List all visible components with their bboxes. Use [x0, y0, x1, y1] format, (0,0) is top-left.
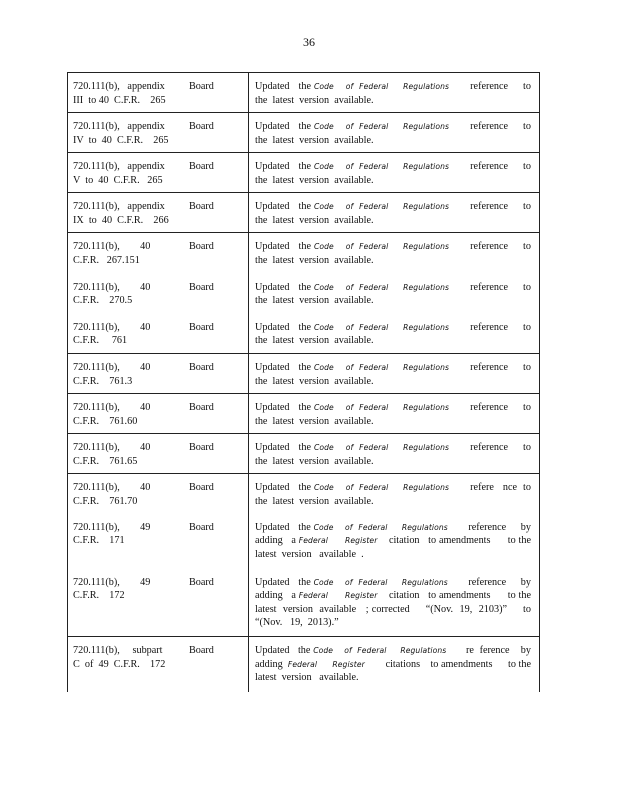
description-line	[255, 361, 531, 375]
agency-label: Board	[189, 81, 214, 92]
citation-cell	[68, 569, 249, 637]
description-text: Updated the	[255, 362, 314, 373]
description-text: reference to	[449, 321, 531, 333]
italic-reference: Code of Federal Regulations	[313, 242, 450, 251]
description-text: “(Nov. 19, 2013).”	[255, 617, 339, 628]
citation-line: C.F.R. 761.70	[73, 495, 138, 507]
citation-cell	[68, 314, 249, 354]
citation-line: C.F.R. 761.65	[73, 455, 138, 467]
table-row	[68, 354, 540, 394]
citation-line: 720.111(b), appendix	[73, 161, 165, 172]
italic-reference: Federal Register	[298, 591, 378, 600]
citation-text	[73, 80, 185, 107]
italic-reference: Code of Federal Regulations	[313, 202, 450, 211]
description-line	[255, 214, 531, 228]
agency-label: Board	[189, 402, 214, 413]
table-row	[68, 434, 540, 474]
description-text: adding a	[255, 535, 299, 546]
description-line	[255, 334, 531, 348]
italic-reference: Code of Federal Regulations	[313, 646, 447, 655]
citation-line: IV to 40 C.F.R. 265	[73, 134, 169, 146]
table-row	[68, 569, 540, 637]
agency-label: Board	[189, 161, 214, 172]
citation-line: III to 40 C.F.R. 265	[73, 94, 166, 106]
citation-cell	[68, 274, 249, 314]
description-text: the latest version available.	[255, 134, 374, 146]
citation-line: C.F.R. 270.5	[73, 295, 133, 306]
description-line	[255, 200, 531, 214]
description-cell	[249, 354, 540, 394]
description-text: latest version available .	[255, 548, 364, 560]
italic-reference: Code of Federal Regulations	[313, 577, 448, 587]
description-text: Updated the	[255, 281, 314, 293]
description-text: re ference by	[446, 645, 531, 656]
citation-text	[73, 481, 185, 508]
description-cell	[249, 153, 540, 193]
description-line	[255, 576, 531, 590]
italic-reference: Federal Register	[298, 536, 378, 545]
description-cell	[249, 394, 540, 434]
description-cell	[249, 193, 540, 233]
agency-label: Board	[189, 241, 214, 252]
citation-cell	[68, 354, 249, 394]
description-cell	[249, 113, 540, 153]
citation-line: 720.111(b), appendix	[73, 201, 165, 212]
description-text: refere nce to	[449, 482, 531, 493]
description-text: the latest version available.	[255, 214, 374, 226]
citation-line: 720.111(b), 40	[73, 402, 151, 413]
description-line	[255, 415, 531, 429]
description-line	[255, 240, 531, 254]
description-text: Updated the	[255, 482, 314, 493]
description-text: Updated the	[255, 81, 314, 92]
citation-line: C.F.R. 761.60	[73, 415, 138, 427]
description-line	[255, 644, 531, 658]
description-text: the latest version available.	[255, 335, 374, 346]
description-text: Updated the	[255, 201, 314, 212]
italic-reference: Code of Federal Regulations	[313, 82, 450, 91]
description-cell	[249, 314, 540, 354]
citation-line: 720.111(b), 40	[73, 362, 151, 373]
description-line	[255, 441, 531, 455]
citation-line: 720.111(b), 40	[73, 321, 151, 333]
description-text: the latest version available.	[255, 375, 374, 387]
description-text: latest version available.	[255, 672, 359, 683]
description-line	[255, 321, 531, 335]
description-line	[255, 254, 531, 268]
description-text: adding a	[255, 590, 299, 601]
citation-text	[73, 576, 185, 603]
table-row	[68, 514, 540, 569]
description-line	[255, 120, 531, 134]
citation-text	[73, 120, 185, 147]
agency-label: Board	[189, 201, 214, 212]
citation-line: 720.111(b), 40	[73, 241, 151, 252]
description-line	[255, 534, 531, 548]
description-text: Updated the	[255, 576, 314, 588]
citation-line: IX to 40 C.F.R. 266	[73, 214, 169, 226]
italic-reference: Code of Federal Regulations	[313, 363, 450, 372]
italic-reference: Code of Federal Regulations	[313, 522, 448, 532]
citation-text	[73, 200, 185, 227]
description-text: citation to amendments to the	[377, 535, 532, 546]
italic-reference: Code of Federal Regulations	[313, 403, 450, 412]
description-text: citation to amendments to the	[377, 590, 532, 601]
description-line	[255, 160, 531, 174]
description-text: Updated the	[255, 402, 314, 413]
agency-label: Board	[189, 645, 214, 656]
citation-line: 720.111(b), 40	[73, 442, 151, 453]
description-text: reference to	[449, 362, 531, 373]
italic-reference: Federal Register	[287, 659, 365, 669]
description-text: citations to amendments to the	[364, 658, 531, 670]
description-text: reference to	[449, 121, 531, 132]
description-text: the latest version available.	[255, 415, 374, 427]
description-text: Updated the	[255, 161, 314, 172]
description-text: the latest version available.	[255, 495, 374, 507]
citation-cell	[68, 514, 249, 569]
citation-line: 720.111(b), appendix	[73, 81, 165, 92]
italic-reference: Code of Federal Regulations	[313, 443, 450, 452]
citation-text	[73, 361, 185, 388]
italic-reference: Code of Federal Regulations	[313, 322, 450, 332]
citation-line: C.F.R. 172	[73, 590, 125, 601]
description-text: the latest version available.	[255, 455, 374, 467]
description-text: reference to	[449, 442, 531, 453]
agency-label: Board	[189, 521, 214, 533]
citation-cell	[68, 233, 249, 274]
description-text: reference to	[449, 281, 531, 293]
amendments-table	[67, 72, 540, 692]
description-text: reference by	[447, 576, 531, 588]
description-text: Updated the	[255, 321, 314, 333]
description-line	[255, 671, 531, 685]
description-line	[255, 134, 531, 148]
citation-line: 720.111(b), subpart	[73, 645, 163, 656]
citation-line: 720.111(b), 49	[73, 576, 151, 588]
description-line	[255, 375, 531, 389]
description-line	[255, 658, 531, 672]
page-number: 36	[303, 35, 315, 49]
description-text: the latest version available.	[255, 295, 374, 306]
description-text: the latest version available.	[255, 174, 374, 186]
citation-line: V to 40 C.F.R. 265	[73, 174, 163, 186]
table-row	[68, 73, 540, 113]
description-line	[255, 481, 531, 495]
table-row	[68, 193, 540, 233]
description-text: adding	[255, 658, 288, 670]
agency-label: Board	[189, 321, 214, 333]
description-line	[255, 174, 531, 188]
citation-cell	[68, 153, 249, 193]
description-cell	[249, 73, 540, 113]
table-row	[68, 637, 540, 692]
description-line	[255, 80, 531, 94]
description-line	[255, 521, 531, 535]
citation-text	[73, 401, 185, 428]
description-cell	[249, 233, 540, 274]
description-text: Updated the	[255, 442, 314, 453]
table-row	[68, 274, 540, 314]
citation-cell	[68, 193, 249, 233]
description-text: the latest version available.	[255, 254, 374, 266]
citation-text	[73, 160, 185, 187]
agency-label: Board	[189, 442, 214, 453]
citation-text	[73, 521, 185, 548]
description-text: latest version available ; corrected “(Nov. 19, 2103)” to	[255, 603, 531, 615]
citation-text	[73, 644, 185, 671]
citation-line: 720.111(b), 40	[73, 482, 151, 493]
description-line	[255, 495, 531, 509]
italic-reference: Code of Federal Regulations	[313, 122, 450, 131]
description-text: reference to	[449, 402, 531, 413]
description-line	[255, 548, 531, 562]
description-text: Updated the	[255, 121, 314, 132]
agency-label: Board	[189, 362, 214, 373]
citation-line: C.F.R. 267.151	[73, 254, 140, 266]
description-line	[255, 616, 531, 630]
table-row	[68, 113, 540, 153]
citation-text	[73, 240, 185, 267]
citation-line: 720.111(b), 49	[73, 521, 151, 533]
citation-line: C of 49 C.F.R. 172	[73, 658, 166, 670]
description-text: reference to	[449, 241, 531, 252]
description-line	[255, 603, 531, 617]
description-cell	[249, 474, 540, 514]
description-cell	[249, 637, 540, 692]
citation-cell	[68, 73, 249, 113]
table-row	[68, 153, 540, 193]
description-line	[255, 281, 531, 295]
citation-cell	[68, 113, 249, 153]
agency-label: Board	[189, 121, 214, 132]
description-text: reference by	[447, 521, 531, 533]
description-line	[255, 94, 531, 108]
description-cell	[249, 569, 540, 637]
table-row	[68, 474, 540, 514]
description-cell	[249, 514, 540, 569]
italic-reference: Code of Federal Regulations	[313, 282, 450, 292]
citation-cell	[68, 394, 249, 434]
citation-line: 720.111(b), appendix	[73, 121, 165, 132]
description-line	[255, 294, 531, 308]
description-text: Updated the	[255, 521, 314, 533]
citation-cell	[68, 434, 249, 474]
citation-line: 720.111(b), 40	[73, 281, 151, 293]
citation-cell	[68, 474, 249, 514]
table-row	[68, 314, 540, 354]
description-text: reference to	[449, 81, 531, 92]
table-row	[68, 394, 540, 434]
citation-text	[73, 321, 185, 348]
citation-line: C.F.R. 761.3	[73, 375, 133, 387]
citation-text	[73, 281, 185, 308]
citation-line: C.F.R. 171	[73, 535, 125, 546]
italic-reference: Code of Federal Regulations	[313, 483, 450, 492]
citation-line: C.F.R. 761	[73, 335, 128, 346]
description-text: the latest version available.	[255, 94, 374, 106]
agency-label: Board	[189, 281, 214, 293]
table-row	[68, 233, 540, 274]
description-text: reference to	[449, 201, 531, 212]
description-text: reference to	[449, 161, 531, 172]
description-line	[255, 589, 531, 603]
description-text: Updated the	[255, 241, 314, 252]
citation-cell	[68, 637, 249, 692]
description-line	[255, 401, 531, 415]
description-cell	[249, 434, 540, 474]
description-text: Updated the	[255, 645, 314, 656]
description-line	[255, 455, 531, 469]
agency-label: Board	[189, 482, 214, 493]
agency-label: Board	[189, 576, 214, 588]
description-cell	[249, 274, 540, 314]
italic-reference: Code of Federal Regulations	[313, 162, 450, 171]
citation-text	[73, 441, 185, 468]
